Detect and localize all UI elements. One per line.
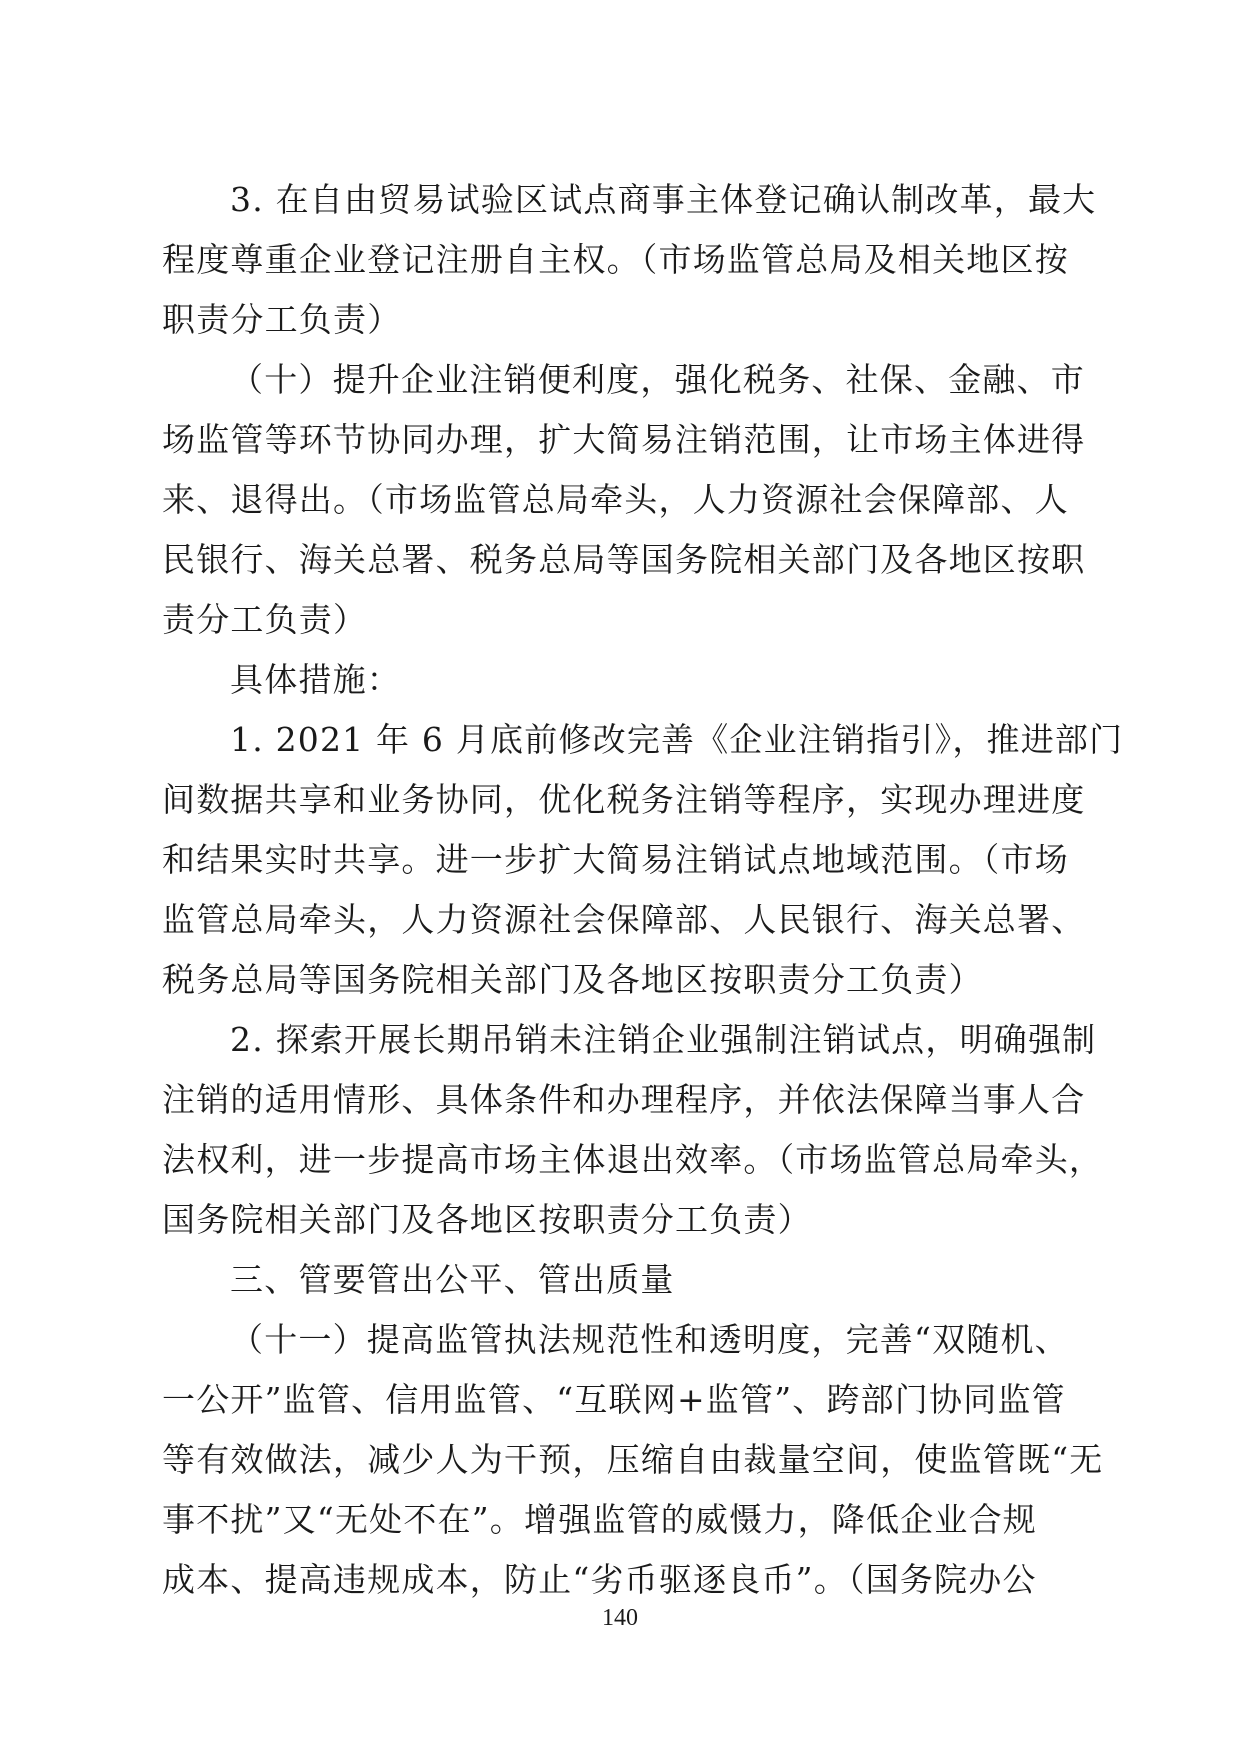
paragraph-line: 责分工负责）: [162, 600, 368, 639]
paragraph-line: 程度尊重企业登记注册自主权。（市场监管总局及相关地区按: [162, 240, 1069, 279]
paragraph-line: 事不扰”又“无处不在”。增强监管的威慑力，降低企业合规: [162, 1500, 1038, 1539]
paragraph-line: 来、退得出。（市场监管总局牵头，人力资源社会保障部、人: [162, 480, 1069, 519]
paragraph-line: 和结果实时共享。进一步扩大简易注销试点地域范围。（市场: [162, 840, 1069, 879]
document-body: [162, 170, 1124, 1610]
paragraph-first-line: 1. 2021 年 6 月底前修改完善《企业注销指引》，推进部门: [230, 720, 1124, 759]
paragraph-line: 一公开”监管、信用监管、“互联网+监管”、跨部门协同监管: [162, 1380, 1066, 1419]
paragraph-line: 监管总局牵头，人力资源社会保障部、人民银行、海关总署、: [162, 900, 1086, 939]
paragraph-first-line: 3. 在自由贸易试验区试点商事主体登记确认制改革，最大: [230, 180, 1097, 219]
paragraph-first-line: （十一）提高监管执法规范性和透明度，完善“双随机、: [230, 1320, 1069, 1359]
paragraph-first-line: （十）提升企业注销便利度，强化税务、社保、金融、市: [230, 360, 1085, 399]
paragraph-first-line: 具体措施：: [230, 660, 401, 699]
paragraph-line: 民银行、海关总署、税务总局等国务院相关部门及各地区按职: [162, 540, 1086, 579]
paragraph-first-line: 2. 探索开展长期吊销未注销企业强制注销试点，明确强制: [230, 1020, 1097, 1059]
paragraph-line: 注销的适用情形、具体条件和办理程序，并依法保障当事人合: [162, 1080, 1086, 1119]
paragraph-line: 法权利，进一步提高市场主体退出效率。（市场监管总局牵头，: [162, 1140, 1104, 1179]
paragraph-line: 职责分工负责）: [162, 300, 402, 339]
paragraph-line: 间数据共享和业务协同，优化税务注销等程序，实现办理进度: [162, 780, 1086, 819]
paragraph-line: 等有效做法，减少人为干预，压缩自由裁量空间，使监管既“无: [162, 1440, 1104, 1479]
paragraph-first-line: 三、管要管出公平、管出质量: [230, 1260, 675, 1299]
paragraph-line: 税务总局等国务院相关部门及各地区按职责分工负责）: [162, 960, 983, 999]
paragraph-line: 国务院相关部门及各地区按职责分工负责）: [162, 1200, 812, 1239]
paragraph-line: 场监管等环节协同办理，扩大简易注销范围，让市场主体进得: [162, 420, 1086, 459]
page-number: 140: [602, 1605, 638, 1631]
paragraph-line: 成本、提高违规成本，防止“劣币驱逐良币”。（国务院办公: [162, 1560, 1037, 1599]
